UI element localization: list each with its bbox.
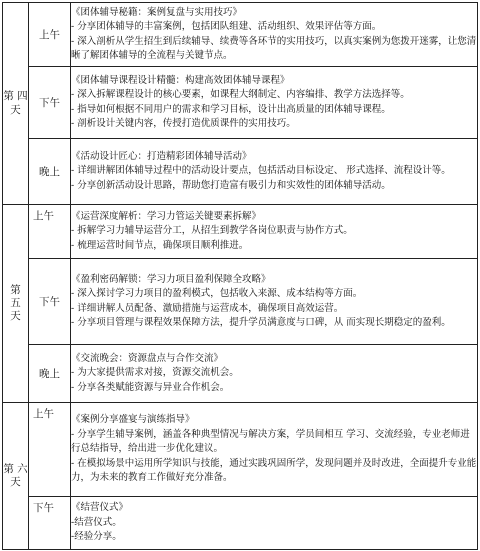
session-line: - 详细讲解人员配备、激励措施与运营成本，确保项目高效运营。 xyxy=(71,302,344,314)
day-label xyxy=(3,403,29,550)
session-line: - 剖析设计关键内容，传授打造优质课件的实用技巧。 xyxy=(71,117,296,129)
day-suffix: 天 xyxy=(10,310,21,323)
day-label xyxy=(3,205,29,403)
session-line: - 分享项目管理与课程效果保障方法，提升学员满意度与口碑，从 而实现长期稳定的盈利。 xyxy=(71,316,451,328)
session-line: -经验分享。 xyxy=(71,531,122,543)
period-label: 上午 xyxy=(29,403,71,497)
day-prefix: 第 xyxy=(3,90,14,103)
session-line: - 分享创新活动设计思路，帮助您打造富有吸引力和实效性的团体辅导活动。 xyxy=(71,179,391,191)
session-line: - 深入探讨学习力项目的盈利模式，包括收入来源、成本结构等方面。 xyxy=(71,288,363,300)
session-title: 《结营仪式》 xyxy=(71,502,129,514)
period-label: 下午 xyxy=(29,497,71,550)
session-line: - 分享学生辅导案例，涵盖各种典型情况与解决方案，学员间相互 学习、交流经验，专业老师进行总结指导，给出进一步优化建议。 xyxy=(71,428,470,455)
day-label xyxy=(3,3,29,205)
schedule-table xyxy=(2,2,478,550)
table-row xyxy=(3,67,478,139)
period-label: 下午 xyxy=(29,259,71,345)
session-line: - 深入拆解课程设计的核心要素，如课程大纲制定、内容编排、教学方法选择等。 xyxy=(71,89,410,101)
period-label: 上午 xyxy=(29,205,71,259)
session-line: -结营仪式。 xyxy=(71,516,122,528)
session-content xyxy=(71,403,478,497)
session-line: - 分享各类赋能资源与异业合作机会。 xyxy=(71,381,230,393)
session-content xyxy=(71,205,478,259)
session-title: 《案例分享盛宴与演练指导》 xyxy=(71,414,195,426)
session-title: 《活动设计匠心：打造精彩团体辅导活动》 xyxy=(71,150,252,162)
session-content xyxy=(71,3,478,67)
day-prefix: 第 xyxy=(10,283,21,296)
day-suffix: 天 xyxy=(10,103,21,116)
table-row xyxy=(3,205,478,259)
session-line: - 指导如何根据不同用户的需求和学习目标，设计出高质量的团体辅导课程。 xyxy=(71,103,391,115)
session-line: - 详细讲解团体辅导过程中的活动设计要点，包括活动目标设定、 形式选择、流程设计等。 xyxy=(71,165,451,177)
table-row xyxy=(3,139,478,205)
session-content xyxy=(71,67,478,139)
session-line: - 拆解学习力辅导运营分工，从招生到教学各岗位职责与协作方式。 xyxy=(71,225,353,237)
session-title: 《运营深度解析：学习力管运关键要素拆解》 xyxy=(71,210,262,222)
session-content xyxy=(71,497,478,550)
session-title: 《盈利密码解锁：学习力项目盈利保障全攻略》 xyxy=(71,273,271,285)
session-content xyxy=(71,345,478,403)
period-label: 晚上 xyxy=(29,345,71,403)
table-row xyxy=(3,403,478,497)
table-row xyxy=(3,259,478,345)
session-title: 《交流晚会：资源盘点与合作交流》 xyxy=(71,352,224,364)
day-number: 四 xyxy=(17,90,28,103)
table-row xyxy=(3,3,478,67)
session-title: 《团体辅导课程设计精髓：构建高效团体辅导课程》 xyxy=(71,74,290,86)
session-line: - 分享团体辅导的丰富案例，包括团队组建、活动组织、效果评估等方面。 xyxy=(71,21,382,33)
session-content xyxy=(71,139,478,205)
period-label: 上午 xyxy=(29,3,71,67)
period-label: 下午 xyxy=(29,67,71,139)
session-line: - 在模拟场景中运用所学知识与技能，通过实践巩固所学，发现问题并及时改进，全面提升专业能力，为未来的教育工作做好充分准备。 xyxy=(71,457,477,484)
period-label: 晚上 xyxy=(29,139,71,205)
session-content xyxy=(71,259,478,345)
day-prefix: 第 xyxy=(3,462,14,475)
session-line: - 为大家提供需求对接，资源交流机会。 xyxy=(71,367,239,379)
table-row xyxy=(3,345,478,403)
day-number: 五 xyxy=(10,296,21,309)
session-line: - 深入剖析从学生招生到后续辅导、续费等各环节的实用技巧，以真实案例为您拨开迷雾，让您清晰了解团体辅导的全流程与关键节点。 xyxy=(71,35,477,61)
session-title: 《团体辅导秘籍：案例复盘与实用技巧》 xyxy=(71,6,243,18)
table-row xyxy=(3,497,478,550)
session-line: - 梳理运营时间节点，确保项目顺利推进。 xyxy=(71,239,249,251)
day-suffix: 天 xyxy=(10,476,21,488)
day-number: 六 xyxy=(17,462,28,475)
